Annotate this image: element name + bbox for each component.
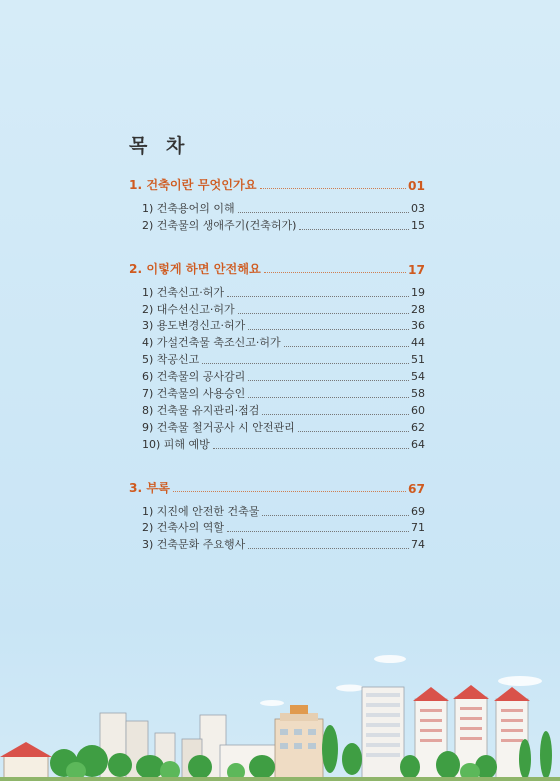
entry-title: 8) 건축물 유지관리·점검 [142, 403, 260, 417]
toc-section-3 [129, 480, 425, 554]
entry-page-number: 60 [411, 403, 425, 417]
entry-title: 1) 지진에 안전한 건축물 [142, 504, 260, 518]
entry-title: 9) 건축물 철거공사 시 안전관리 [142, 420, 295, 434]
toc-entry[interactable] [129, 436, 425, 453]
entry-page-number: 69 [411, 504, 425, 518]
toc-entry[interactable] [129, 217, 425, 234]
entry-page-number: 44 [411, 336, 425, 350]
building [362, 687, 404, 781]
entry-page-number: 58 [411, 387, 425, 401]
toc-entry[interactable] [129, 419, 425, 436]
entry-page-number: 64 [411, 437, 425, 451]
dot-leader [213, 448, 409, 449]
dot-leader [173, 491, 406, 492]
entry-page-number: 71 [411, 521, 425, 535]
building [275, 705, 323, 781]
entry-title: 4) 가설건축물 축조신고·허가 [142, 336, 281, 350]
table-of-contents [129, 177, 425, 580]
dot-leader [298, 431, 409, 432]
toc-entry[interactable] [129, 318, 425, 335]
dot-leader [202, 363, 409, 364]
toc-section-2 [129, 261, 425, 453]
section-page-number: 01 [408, 179, 425, 193]
entry-page-number: 74 [411, 538, 425, 552]
section-title: 1. 건축이란 무엇인가요 [129, 178, 257, 192]
entry-title: 1) 건축용어의 이해 [142, 201, 235, 215]
toc-entry[interactable] [129, 334, 425, 351]
entry-page-number: 15 [411, 218, 425, 232]
entry-page-number: 28 [411, 302, 425, 316]
dot-leader [262, 515, 409, 516]
toc-entry[interactable] [129, 200, 425, 217]
toc-entry[interactable] [129, 503, 425, 520]
entry-page-number: 19 [411, 285, 425, 299]
toc-entry[interactable] [129, 402, 425, 419]
entry-page-number: 51 [411, 353, 425, 367]
toc-section-1 [129, 177, 425, 234]
toc-entry[interactable] [129, 368, 425, 385]
entry-title: 3) 건축문화 주요행사 [142, 538, 246, 552]
dot-leader [299, 229, 409, 230]
dot-leader [227, 531, 409, 532]
dot-leader [238, 313, 409, 314]
toc-entry[interactable] [129, 284, 425, 301]
section-page-number: 67 [408, 481, 425, 496]
city-skyline-illustration [0, 641, 560, 781]
dot-leader [248, 548, 409, 549]
house [0, 742, 52, 781]
dot-leader [264, 272, 406, 273]
entry-page-number: 54 [411, 370, 425, 384]
entry-page-number: 62 [411, 420, 425, 434]
section-title: 3. 부록 [129, 480, 170, 495]
entry-title: 6) 건축물의 공사감리 [142, 370, 246, 384]
toc-entry[interactable] [129, 520, 425, 537]
section-page-number: 17 [408, 262, 425, 277]
dot-leader [262, 414, 409, 415]
toc-section-heading[interactable] [129, 261, 425, 277]
dot-leader [227, 296, 409, 297]
toc-section-heading[interactable] [129, 177, 425, 193]
toc-entry[interactable] [129, 301, 425, 318]
entry-title: 7) 건축물의 사용승인 [142, 387, 246, 401]
dot-leader [284, 346, 409, 347]
section-title: 2. 이렇게 하면 안전해요 [129, 261, 261, 276]
entry-title: 1) 건축신고·허가 [142, 285, 225, 299]
entry-page-number: 03 [411, 201, 425, 215]
dot-leader [248, 380, 409, 381]
dot-leader [260, 188, 406, 189]
toc-entry[interactable] [129, 385, 425, 402]
dot-leader [248, 329, 409, 330]
entry-page-number: 36 [411, 319, 425, 333]
entry-title: 3) 용도변경신고·허가 [142, 319, 246, 333]
entry-title: 2) 건축물의 생애주기(건축허가) [142, 218, 297, 232]
dot-leader [248, 397, 409, 398]
entry-title: 2) 대수선신고·허가 [142, 302, 235, 316]
dot-leader [238, 212, 409, 213]
toc-entry[interactable] [129, 351, 425, 368]
entry-title: 10) 피해 예방 [142, 437, 210, 451]
page-title: 목 차 [129, 135, 191, 157]
toc-section-heading[interactable] [129, 480, 425, 496]
toc-entry[interactable] [129, 536, 425, 553]
entry-title: 2) 건축사의 역할 [142, 521, 225, 535]
entry-title: 5) 착공신고 [142, 353, 200, 367]
ground [0, 777, 560, 781]
